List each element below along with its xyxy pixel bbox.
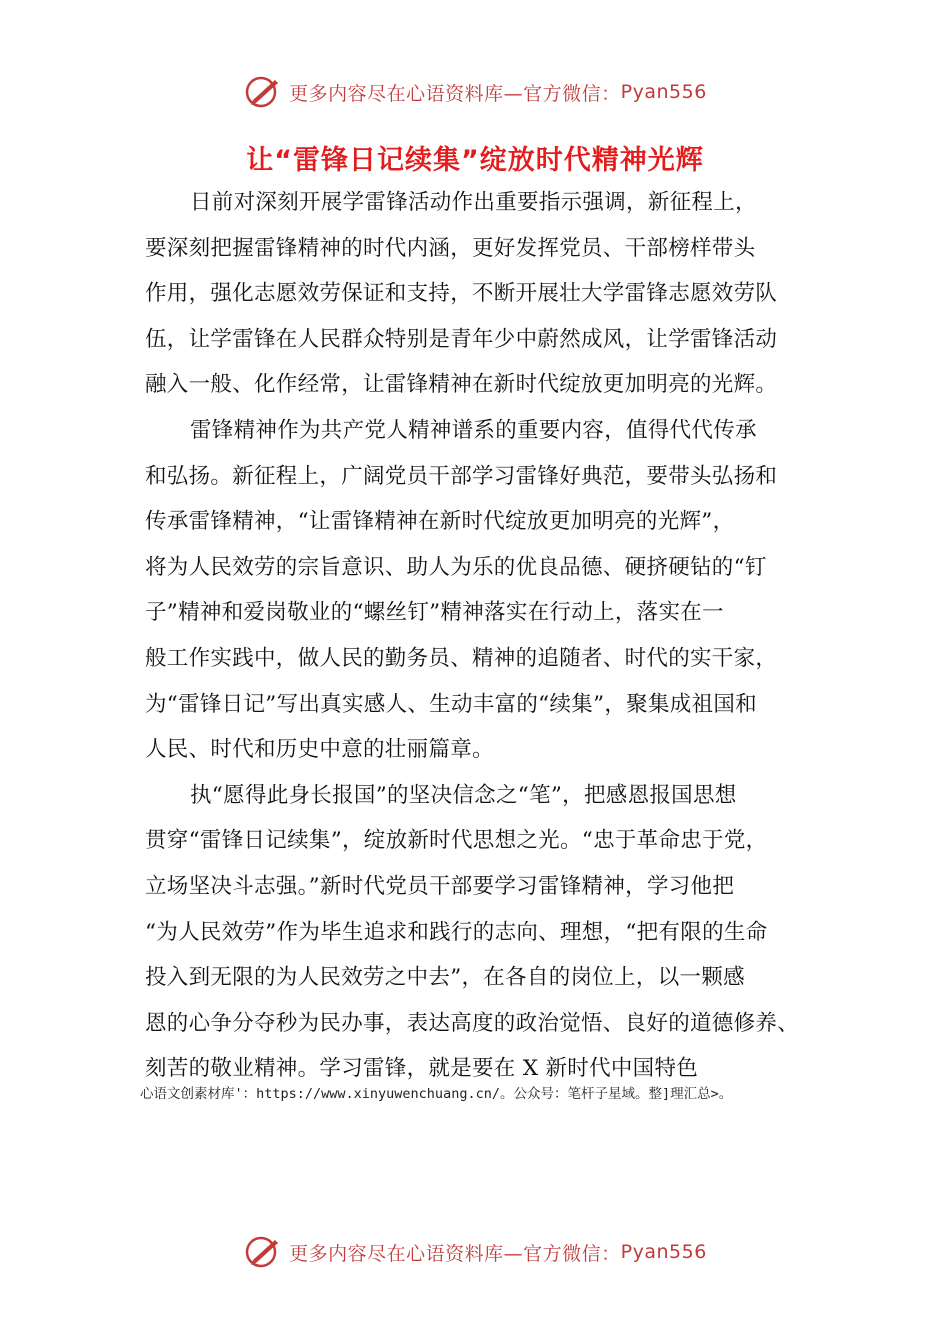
body-line: 雷锋精神作为共产党人精神谱系的重要内容，值得代代传承 xyxy=(190,417,757,443)
body-line: 人民、时代和历史中意的壮丽篇章。 xyxy=(145,737,494,763)
header-wechat-id: Pyan556 xyxy=(620,81,707,103)
header-banner xyxy=(0,72,950,112)
document-body xyxy=(145,180,835,1092)
body-line: 刻苦的敬业精神。学习雷锋，就是要在 X 新时代中国特色 xyxy=(145,1056,699,1082)
body-line: 要深刻把握雷锋精神的时代内涵，更好发挥党员、干部榜样带头 xyxy=(145,235,756,261)
body-line: 作用，强化志愿效劳保证和支持，不断开展壮大学雷锋志愿效劳队 xyxy=(145,281,778,307)
body-line: 恩的心争分夺秒为民办事，表达高度的政治觉悟、良好的道德修养、 xyxy=(145,1010,800,1036)
body-line: 日前对深刻开展学雷锋活动作出重要指示强调，新征程上， xyxy=(190,190,757,215)
body-line: 立场坚决斗志强。”新时代党员干部要学习雷锋精神，学习他把 xyxy=(145,873,735,899)
body-line: 融入一般、化作经常，让雷锋精神在新时代绽放更加明亮的光辉。 xyxy=(145,372,778,398)
body-line: 贯穿“雷锋日记续集”，绽放新时代思想之光。“忠于革命忠于党， xyxy=(145,828,768,854)
source-footnote: 心语文创素材库'：https://www.xinyuwenchuang.cn/。公众号：笔杆子星域。整]理汇总>。 xyxy=(140,1086,733,1102)
document-title: 让“雷锋日记续集”绽放时代精神光辉 xyxy=(246,145,704,176)
pen-logo-icon xyxy=(243,1234,283,1270)
body-line: 将为人民效劳的宗旨意识、助人为乐的优良品德、硬挤硬钻的“钉 xyxy=(145,554,767,580)
body-line: 为“雷锋日记”写出真实感人、生动丰富的“续集”，聚集成祖国和 xyxy=(145,691,757,717)
body-line: 子”精神和爱岗敬业的“螺丝钉”精神落实在行动上，落实在一 xyxy=(145,600,724,626)
body-line: 般工作实践中，做人民的勤务员、精神的追随者、时代的实干家， xyxy=(145,645,778,671)
pen-logo-icon xyxy=(243,74,283,110)
footer-banner xyxy=(0,1232,950,1272)
body-line: 和弘扬。新征程上，广阔党员干部学习雷锋好典范，要带头弘扬和 xyxy=(145,463,778,489)
body-line: 伍，让学雷锋在人民群众特别是青年少中蔚然成风，让学雷锋活动 xyxy=(145,326,778,352)
footer-wechat-id: Pyan556 xyxy=(620,1241,707,1263)
body-line: 投入到无限的为人民效劳之中去”，在各自的岗位上，以一颗感 xyxy=(145,965,745,991)
header-banner-text: 更多内容尽在心语资料库—官方微信： xyxy=(289,82,621,105)
footer-banner-text: 更多内容尽在心语资料库—官方微信： xyxy=(289,1242,621,1265)
body-line: 执“愿得此身长报国”的坚决信念之“笔”，把感恩报国思想 xyxy=(190,782,737,808)
body-line: 传承雷锋精神，“让雷锋精神在新时代绽放更加明亮的光辉”， xyxy=(145,509,735,535)
body-line: “为人民效劳”作为毕生追求和践行的志向、理想，“把有限的生命 xyxy=(145,919,768,945)
